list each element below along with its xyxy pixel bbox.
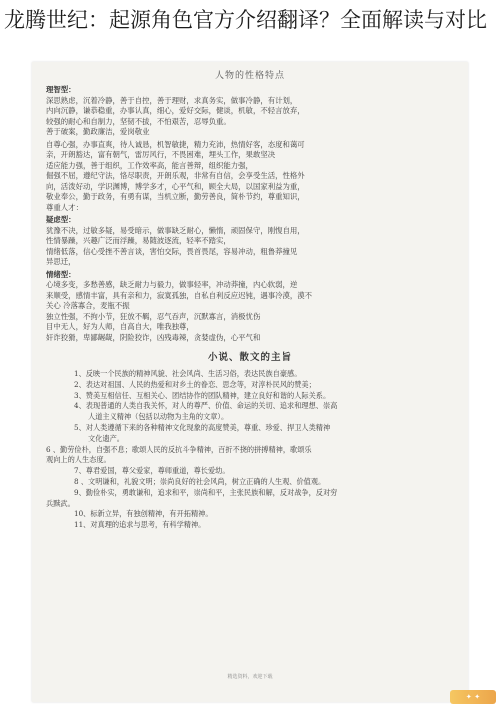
section-line: 亲，开朗豁达，富有朝气，雷厉风行，不畏困难，埋头工作，果敢坚决	[46, 150, 276, 159]
trait-section	[46, 270, 462, 344]
section-line: 关心 冷落寡合，麦瓶不振	[46, 301, 130, 310]
trait-section	[46, 140, 462, 214]
list-item: 9、勤俭朴实，勇敢谦和，追求和平，崇尚和平，主张民族和解，反对战争，反对穷	[74, 487, 338, 497]
site-watermark	[450, 690, 496, 704]
list-item: 3、赞美互相信任、互相关心、团结协作的团队精神，建立良好和谐的人际关系。	[74, 390, 331, 400]
list-item: 5、对人类遵循下来的各种精神文化现象的高度赞美，尊重、珍爱、捍卫人类精神	[74, 422, 331, 432]
section-line: 尊重人才：	[46, 202, 83, 212]
section-subtitle: 小说、散文的主旨	[207, 352, 292, 363]
section-line: 性情暴躁，兴趣广泛而浮躁，易随波逐流，轻率不踏实，	[46, 236, 231, 245]
section-line: 独立性强，不拘小节，狂放不羁，忍气吞声，沉默寡言，消极忧伤	[46, 311, 261, 321]
section-line: 深思熟虑，沉着冷静，善于自控，善于理财，求真务实，做事冷静，有计划，	[46, 95, 298, 105]
section-line: 奸诈狡猾，卑鄙龌龊，阴险狡诈，凶残毒辣，贪婪虚伪，心平气和	[46, 332, 261, 342]
list-item: 11、对真理的追求与思考，有科学精神。	[74, 520, 206, 530]
list-item: 人道主义精神（包括以动物为主角的文章）。	[88, 412, 229, 422]
section-heading: 情绪型：	[46, 269, 76, 279]
list-item: 观向上的人生态度。	[46, 455, 111, 465]
list-item: 文化遗产。	[88, 433, 124, 443]
section-line: 情绪低落，信心受挫不善言谈，害怕交际，畏首畏尾，容易冲动，粗鲁莽撞见	[46, 246, 298, 256]
section-line: 倔强不屈，遵纪守法，恪尽职责，开朗乐观，非常有自信，会享受生活，性格外	[46, 171, 305, 180]
section-line: 心境多变，多愁善感，缺乏耐力与毅力，做事轻率，冲动莽撞，内心软弱，逆	[46, 280, 298, 289]
trait-section	[46, 215, 462, 268]
section-heading: 理智型：	[46, 85, 76, 94]
list-item: 8 、文明谦和，礼貌文明；崇尚良好的社会风尚，树立正确的人生观、价值观。	[74, 476, 326, 486]
section-line: 向，活泼好动，学识渊博，博学多才，心平气和，顾全大局，以国家利益为重，	[46, 181, 305, 191]
section-line: 较强的耐心和自制力，坚韧不拔，不怕艰苦，忍辱负重。	[46, 116, 231, 126]
list-item: 2、表达对祖国、人民的热爱和对乡土的眷恋、思念等，对淳朴民风的赞美；	[74, 379, 316, 389]
section-line: 犹豫不决，过敏多疑，易受暗示，做事缺乏耐心，懒惰，顽固保守，刚愎自用，	[46, 225, 305, 235]
section-line: 来顺受，感情丰富，具有亲和力，寂寞孤独，自私自利反应迟钝，遇事冷漠，漠不	[46, 290, 313, 300]
list-item: 6 、勤劳俭朴，自强不息；歌颂人民的反抗斗争精神，百折不挠的拼搏精神，歌颂乐	[46, 444, 312, 454]
list-item: 兵黩武。	[46, 498, 75, 508]
list-item: 1、反映一个民族的精神风貌、社会风尚、生活习俗，表达民族自豪感。	[74, 369, 302, 378]
list-item: 7、尊君爱国，尊父爱家，尊师重道，尊长爱幼。	[74, 466, 230, 476]
trait-sections	[32, 85, 468, 343]
section-line: 敬业奉公，勤于政务，有勇有谋，当机立断，勤劳善良，简朴节约，尊重知识，	[46, 192, 305, 201]
scanned-document	[32, 62, 468, 702]
article-title: 龙腾世纪：起源角色官方介绍翻译？全面解读与对比	[4, 8, 487, 32]
document-title: 人物的性格特点	[214, 71, 285, 81]
document-footer: 精选资料，欢迎下载	[227, 674, 273, 680]
section-line: 异思迁，	[46, 257, 76, 266]
section-line: 自尊心强，办事直爽，待人诚恳，机智敏捷，精力充沛，热情好客，态度和蔼可	[46, 139, 305, 149]
trait-section	[46, 85, 462, 138]
list-item: 4、表现普通的人类自我关怀，对人的尊严、价值、命运的关切、追求和理想、崇高	[74, 401, 338, 411]
section-line: 目中无人，好为人师，自高自大，唯我独尊，	[46, 322, 194, 331]
section-line: 善于破案，勤政廉洁，爱岗敬业	[46, 127, 150, 136]
theme-list	[32, 369, 468, 531]
section-line: 适应能力强，善于组织，工作效率高，能言善辩，组织能力强，	[46, 160, 253, 170]
section-heading: 疑虑型：	[46, 215, 76, 224]
watermark-logo-icon: ✦ ✦	[465, 693, 481, 701]
section-line: 内向沉静，谦恭稳重，办事认真，细心，爱好交际，健谈，机敏，不轻言放弃，	[46, 106, 305, 115]
list-item: 10、标新立异，有独创精神，有开拓精神。	[74, 509, 213, 519]
